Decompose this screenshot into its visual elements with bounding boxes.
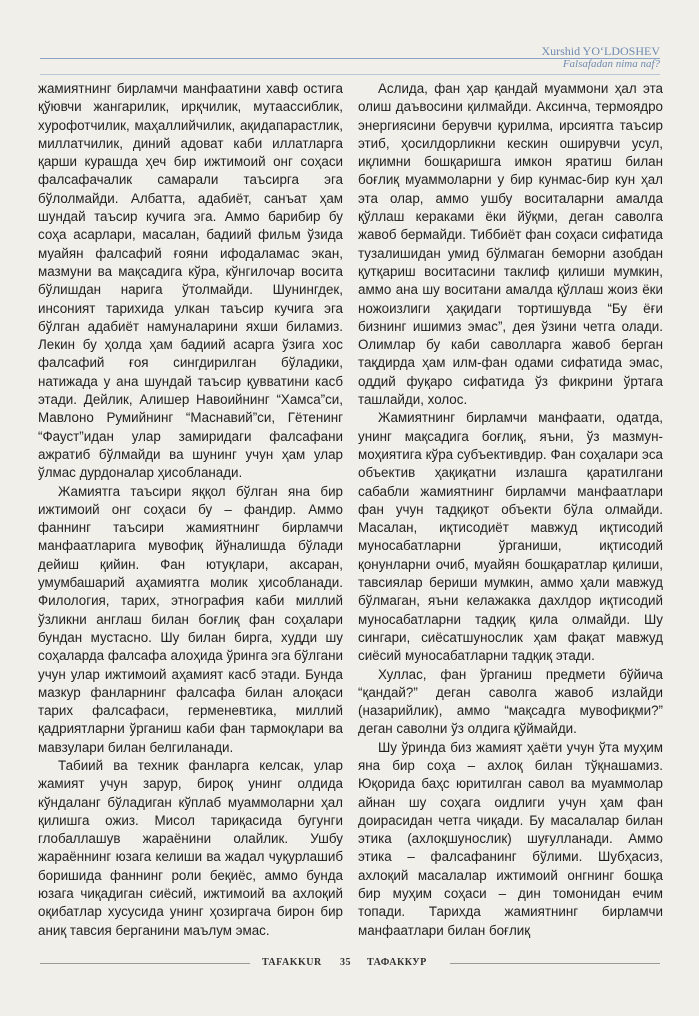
- paragraph: Табиий ва техник фанларга келсак, улар жамият учун зарур, бироқ унинг олдида кўндаланг бўладиган кўплаб муаммоларни ҳал қилишга ожиз. Мисол тариқасида бугунги глобаллашув жараёнини олайлик. Ушбу жараённинг юзага келиши ва жадал чуқурлашиб боришида фаннинг роли беқиёс, аммо бунда юзага чиқадиган сиёсий, ижтимоий ва ахлоқий оқибатлар хусусида унинг ҳозиргача бирон бир аниқ тавсия берганини маълум эмас.: [38, 757, 343, 938]
- header-author: Xurshid YO‘LDOSHEV: [541, 44, 660, 58]
- paragraph: Шу ўринда биз жамият ҳаёти учун ўта муҳим яна бир соҳа – ахлоқ билан тўқнашамиз. Юқорида баҳс юритилган савол ва муаммолар айнан шу соҳага оидлиги учун ҳам фан доирасидан четга чиқади. Бу масалалар билан этика (ахлоқшунослик) шуғулланади. Аммо этика – фалсафанинг бўлими. Шубҳасиз, ахлоқий масалалар ижтимоий онгнинг бошқа бир муҳим соҳаси – дин томонидан ечим топади. Тарихда жамиятнинг бирламчи манфаатлари билан боғлиқ: [358, 739, 663, 938]
- header-divider-lower: [40, 74, 660, 75]
- paragraph: Жамиятнинг бирламчи манфаати, одатда, унинг мақсадига боғлиқ, яъни, ўз мазмун-моҳиятига кўра субъективдир. Фан соҳалари эса объектив ҳақиқатни излашга қаратилгани сабабли жамиятнинг бирламчи манфаатлари фан учун тадқиқот объекти бўла олмайди. Масалан, иқтисодиёт мавжуд иқтисодий муносабатларни ўрганиши, иқтисодий қонунларни очиб, муайян бошқаратлар қилиши, тавсиялар бериши мумкин, аммо ҳали мавжуд бўлмаган, яъни келажакка дахлдор иқтисодий муносабатларни тадқиқ қила олмайди. Шу сингари, сиёсатшунослик ҳам фақат мавжуд сиёсий муносабатларни тадқиқ этади.: [358, 410, 663, 664]
- page-footer: [40, 955, 660, 971]
- header-title: Falsafadan nima naf?: [562, 58, 660, 70]
- footer-magazine-latin: TAFAKKUR: [262, 957, 322, 968]
- paragraph: Хуллас, фан ўрганиш предмети бўйича “қандай?” деган саволга жавоб излайди (назарийлик), аммо “мақсадга мувофиқми?” деган саволни ўз олдига қўймайди.: [358, 666, 663, 737]
- footer-divider: [40, 963, 250, 964]
- header-divider: [40, 58, 660, 59]
- footer-divider: [450, 963, 660, 964]
- right-column: [358, 80, 663, 940]
- paragraph: Аслида, фан ҳар қандай муаммони ҳал эта олиш даъвосини қилмайди. Аксинча, термоядро энергиясини берувчи қурилма, ирсиятга таъсир этиб, ҳосилдорликни кескин оширувчи усул, иқлимни бошқаришга имкон яратиш билан боғлиқ муаммоларни у бир кунмас-бир кун ҳал эта олар, аммо ушбу воситаларни амалда қўллаш кераками ёки йўқми, деган саволга жавоб бермайди. Тиббиёт фан соҳаси сифатида тузалишидан умид бўлмаган беморни азобдан қутқариш воситасини таклиф қилиши мумкин, аммо ана шу воситани амалда қўллаш жоиз ёки ножоизлиги ҳақидаги тортишувда “Бу ёғи бизнинг ишимиз эмас”, дея ўзини четга олади. Олимлар бу каби саволларга жавоб берган тақдирда ҳам илм-фан одами сифатида эмас, оддий фуқаро сифатида ўз фикрини ўртага ташлайди, холос.: [358, 81, 663, 408]
- paragraph: Жамиятга таъсири яққол бўлган яна бир ижтимоий онг соҳаси бу – фандир. Аммо фаннинг таъсири жамиятнинг бирламчи манфаатларига мувофиқ йўналишда бўлади дейиш қийин. Фан ютуқлари, аксаран, умумбашарий аҳамиятга молик ҳисобланади. Филология, тарих, этнография каби миллий ўзликни англаш билан боғлиқ фан соҳалари бундан мустасно. Шу билан бирга, худди шу соҳаларда фалсафа алоҳида ўринга эга бўлгани учун улар ижтимоий аҳамият касб этади. Бунда мазкур фанларнинг фалсафа билан алоқаси тарих фалсафаси, герменевтика, миллий қадриятларни ўрганиш каби фан тармоқлари ва мавзулари билан белгиланади.: [38, 483, 343, 755]
- paragraph: жамиятнинг бирламчи манфаатини хавф остига қўювчи жангарилик, ирқчилик, мутаассиблик, хурофотчилик, маҳаллийчилик, ақидапарастлик, миллатчилик, диний адоват каби иллатларга қарши курашда ҳеч бир ижтимоий онг соҳаси фалсафачалик самарали таъсирга эга бўлолмайди. Албатта, адабиёт, санъат ҳам шундай таъсир кучига эга. Аммо барибир бу соҳа асарлари, масалан, бадиий фильм ўзида муайян фалсафий ғояни ифодаламас экан, мазмуни ва мақсадига кўра, кўнгилочар восита бўлишдан нарига ўтолмайди. Шунингдек, инсоният тарихида улкан таъсир кучига эга бўлган адабиёт намуналарини яхши биламиз. Лекин бу ҳолда ҳам бадиий асарга ўзига хос фалсафий ғоя сингдирилган бўладики, натижада у ана шундай таъсир қувватини касб этади. Дейлик, Алишер Навоийнинг “Хамса”си, Мавлоно Румийнинг “Маснавий”си, Гётенинг “Фауст”идан улар замиридаги фалсафани ажратиб бўлмайди ва шунинг учун ҳам улар ўлмас дурдоналар ҳисобланади.: [38, 81, 343, 481]
- footer-magazine-cyrillic: ТАФАККУР: [367, 957, 427, 968]
- left-column: [38, 80, 343, 940]
- page-number: 35: [340, 957, 351, 968]
